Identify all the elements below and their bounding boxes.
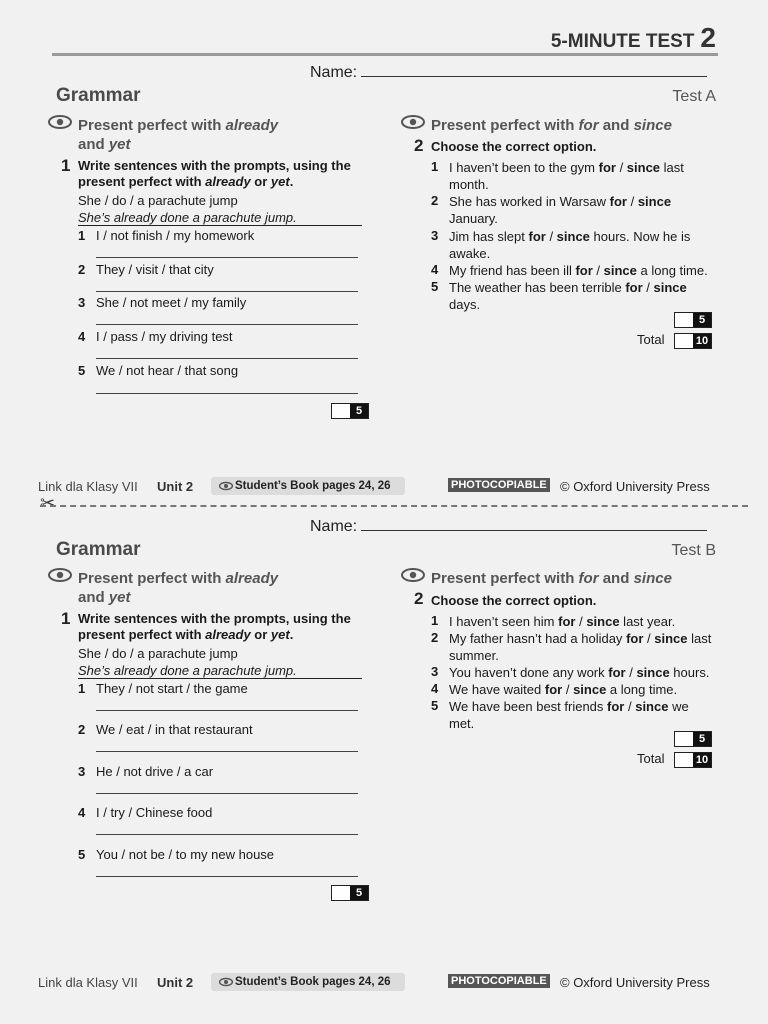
item-text: I haven’t seen him xyxy=(449,614,559,629)
slash: / xyxy=(625,665,637,680)
item-prompt: I / not finish / my homework xyxy=(96,228,255,243)
slash: / xyxy=(562,682,574,697)
slash: / xyxy=(624,699,636,714)
heading-em: already xyxy=(225,570,279,587)
item-number: 5 xyxy=(78,847,86,862)
pages-text: Student’s Book pages 24, 26 xyxy=(235,480,391,492)
item-number: 5 xyxy=(78,363,86,378)
option-item xyxy=(449,681,719,698)
eye-icon xyxy=(401,568,425,582)
footer-unit: Unit 2 xyxy=(157,975,194,990)
item-text: last year. xyxy=(619,614,676,629)
slash: / xyxy=(592,263,604,278)
option-item xyxy=(449,698,714,732)
name-field-b[interactable] xyxy=(310,516,707,536)
footer-a xyxy=(0,477,768,497)
copyright: © Oxford University Press xyxy=(560,975,710,990)
score-max: 5 xyxy=(693,732,711,746)
eye-icon xyxy=(48,115,72,129)
option-for[interactable]: for xyxy=(598,160,616,175)
answer-line[interactable] xyxy=(96,710,358,711)
option-for[interactable]: for xyxy=(625,280,643,295)
heading-text: and xyxy=(78,136,109,153)
item-number: 2 xyxy=(431,193,439,208)
item-number: 2 xyxy=(431,630,439,645)
item-text: hours. Now he is awake. xyxy=(449,229,691,261)
instr-text: or xyxy=(250,174,271,189)
item-text: January. xyxy=(449,211,498,226)
pages-text: Student’s Book pages 24, 26 xyxy=(235,976,391,988)
example-answer-b: She’s already done a parachute jump. xyxy=(78,663,362,679)
item-number: 4 xyxy=(431,681,439,696)
item-number: 1 xyxy=(431,159,439,174)
instr-text: or xyxy=(250,627,271,642)
answer-line[interactable] xyxy=(96,324,358,325)
answer-line[interactable] xyxy=(96,393,358,394)
score-max: 5 xyxy=(350,886,368,900)
example-answer-a: She’s already done a parachute jump. xyxy=(78,210,362,226)
test-label-b: Test B xyxy=(671,542,716,559)
title-number: 2 xyxy=(700,22,716,53)
score-max: 5 xyxy=(350,404,368,418)
item-number: 3 xyxy=(431,664,439,679)
item-number: 4 xyxy=(431,262,439,277)
slash: / xyxy=(642,280,654,295)
instruction-1a xyxy=(78,158,378,190)
instr-em: yet xyxy=(270,174,290,189)
heading-em: already xyxy=(225,117,279,134)
scissors-icon: ✂ xyxy=(40,493,56,513)
instr-text: . xyxy=(289,627,294,642)
copyright: © Oxford University Press xyxy=(560,479,710,494)
option-since[interactable]: since xyxy=(635,699,669,714)
eye-icon xyxy=(219,481,233,491)
instr-text: Write sentences with the prompts, using the xyxy=(78,611,351,626)
answer-line[interactable] xyxy=(96,751,358,752)
cut-line xyxy=(40,505,748,507)
heading-text: and xyxy=(598,570,634,587)
instr-em: already xyxy=(205,174,251,189)
score-box-2b[interactable] xyxy=(674,731,712,747)
total-max: 10 xyxy=(693,753,711,767)
option-item xyxy=(449,193,704,227)
option-since[interactable]: since xyxy=(603,263,637,278)
item-text: My father hasn’t had a holiday xyxy=(449,631,627,646)
heading-text: and xyxy=(78,589,109,606)
option-item xyxy=(449,613,719,630)
item-text: we met. xyxy=(449,699,689,731)
item-prompt: I / pass / my driving test xyxy=(96,329,233,344)
score-box-1a[interactable] xyxy=(331,403,369,419)
option-since[interactable]: since xyxy=(556,229,590,244)
option-item xyxy=(449,159,704,193)
footer-link-text: Link dla Klasy VII xyxy=(38,479,138,494)
answer-line[interactable] xyxy=(96,257,358,258)
instr-text: . xyxy=(289,174,294,189)
item-text: a long time. xyxy=(636,263,708,278)
heading-text: Present perfect with xyxy=(431,117,579,134)
student-book-pages xyxy=(211,973,405,991)
heading-text: Present perfect with xyxy=(78,570,226,587)
title-text: 5-MINUTE TEST xyxy=(550,31,695,52)
heading-em: since xyxy=(633,570,672,587)
option-for[interactable]: for xyxy=(575,263,593,278)
item-number: 2 xyxy=(78,722,86,737)
answer-line[interactable] xyxy=(96,291,358,292)
item-text: The weather has been terrible xyxy=(449,280,626,295)
item-text: We have waited xyxy=(449,682,545,697)
instr-text: present perfect with xyxy=(78,627,206,642)
grammar-heading-b: Grammar xyxy=(56,539,141,560)
total-box-a[interactable] xyxy=(674,333,712,349)
photocopiable-badge: PHOTOCOPIABLE xyxy=(448,478,550,492)
item-prompt: He / not drive / a car xyxy=(96,764,214,779)
question-number-1b: 1 xyxy=(61,609,71,628)
slash: / xyxy=(575,614,587,629)
item-number: 5 xyxy=(431,279,439,294)
heading-em: yet xyxy=(108,589,131,606)
option-since[interactable]: since xyxy=(626,160,661,175)
item-number: 3 xyxy=(78,295,86,310)
item-text: My friend has been ill xyxy=(449,263,576,278)
option-since[interactable]: since xyxy=(573,682,607,697)
question-number-2b: 2 xyxy=(414,589,424,608)
item-text: Jim has slept xyxy=(449,229,529,244)
question-number-1a: 1 xyxy=(61,156,71,175)
instr-text: Write sentences with the prompts, using the xyxy=(78,158,351,173)
name-field-a[interactable] xyxy=(310,62,707,82)
item-number: 1 xyxy=(431,613,439,628)
answer-line[interactable] xyxy=(96,793,358,794)
item-number: 1 xyxy=(78,228,86,243)
test-title xyxy=(551,22,716,54)
item-text: I haven’t been to the gym xyxy=(449,160,599,175)
eye-icon xyxy=(401,115,425,129)
section2-heading-a xyxy=(431,116,672,135)
name-label: Name: xyxy=(310,518,358,535)
heading-em: yet xyxy=(108,136,131,153)
heading-text: and xyxy=(598,117,634,134)
footer-unit: Unit 2 xyxy=(157,479,194,494)
item-number: 5 xyxy=(431,698,439,713)
option-for[interactable]: for xyxy=(544,682,563,697)
item-prompt: We / not hear / that song xyxy=(96,363,239,378)
answer-line[interactable] xyxy=(96,358,358,359)
instr-text: present perfect with xyxy=(78,174,206,189)
option-since[interactable]: since xyxy=(654,631,688,646)
item-prompt: They / visit / that city xyxy=(96,262,214,277)
instr-em: yet xyxy=(270,627,290,642)
option-for[interactable]: for xyxy=(626,631,644,646)
option-since[interactable]: since xyxy=(653,280,687,295)
name-line[interactable] xyxy=(361,62,707,77)
heading-em: for xyxy=(578,117,599,134)
total-box-b[interactable] xyxy=(674,752,712,768)
option-for[interactable]: for xyxy=(607,699,625,714)
option-for[interactable]: for xyxy=(608,665,626,680)
answer-line[interactable] xyxy=(96,834,358,835)
example-prompt-b: She / do / a parachute jump xyxy=(78,646,238,661)
answer-line[interactable] xyxy=(96,876,358,877)
footer-link-text: Link dla Klasy VII xyxy=(38,975,138,990)
item-prompt: We / eat / in that restaurant xyxy=(96,722,253,737)
test-label-a: Test A xyxy=(672,88,716,105)
item-number: 3 xyxy=(78,764,86,779)
section2-heading-b xyxy=(431,569,672,588)
item-prompt: They / not start / the game xyxy=(96,681,248,696)
instruction-2a: Choose the correct option. xyxy=(431,139,597,154)
option-item xyxy=(449,228,704,262)
name-label: Name: xyxy=(310,64,358,81)
option-for[interactable]: for xyxy=(609,194,627,209)
item-number: 4 xyxy=(78,329,86,344)
total-max: 10 xyxy=(693,334,711,348)
item-text: days. xyxy=(449,297,481,312)
grammar-heading-a: Grammar xyxy=(56,85,141,106)
item-prompt: You / not be / to my new house xyxy=(96,847,275,862)
header-rule xyxy=(52,53,718,56)
option-for[interactable]: for xyxy=(528,229,546,244)
option-since[interactable]: since xyxy=(586,614,620,629)
section1-heading-a xyxy=(78,116,278,154)
student-book-pages xyxy=(211,477,405,495)
item-text: last summer. xyxy=(449,631,712,663)
heading-em: since xyxy=(633,117,672,134)
score-box-2a[interactable] xyxy=(674,312,712,328)
item-number: 3 xyxy=(431,228,439,243)
section1-heading-b xyxy=(78,569,278,607)
eye-icon xyxy=(48,568,72,582)
instruction-2b: Choose the correct option. xyxy=(431,593,597,608)
option-for[interactable]: for xyxy=(558,614,576,629)
slash: / xyxy=(615,160,627,175)
item-text: She has worked in Warsaw xyxy=(449,194,610,209)
score-max: 5 xyxy=(693,313,711,327)
slash: / xyxy=(643,631,655,646)
name-line[interactable] xyxy=(361,516,707,531)
instr-em: already xyxy=(205,627,251,642)
item-text: hours. xyxy=(669,665,710,680)
option-item xyxy=(449,262,719,279)
slash: / xyxy=(545,229,557,244)
slash: / xyxy=(626,194,638,209)
item-text: a long time. xyxy=(606,682,678,697)
eye-icon xyxy=(219,977,233,987)
item-prompt: She / not meet / my family xyxy=(96,295,247,310)
item-number: 4 xyxy=(78,805,86,820)
item-number: 1 xyxy=(78,681,86,696)
total-label-b: Total xyxy=(637,751,665,766)
option-item xyxy=(449,630,719,664)
footer-b xyxy=(0,973,768,993)
item-number: 2 xyxy=(78,262,86,277)
item-text: We have been best friends xyxy=(449,699,608,714)
item-text: You haven’t done any work xyxy=(449,665,609,680)
heading-em: for xyxy=(578,570,599,587)
option-since[interactable]: since xyxy=(637,194,672,209)
item-text: last month. xyxy=(449,160,684,192)
score-box-1b[interactable] xyxy=(331,885,369,901)
option-item xyxy=(449,279,704,313)
question-number-2a: 2 xyxy=(414,136,424,155)
heading-text: Present perfect with xyxy=(431,570,579,587)
photocopiable-badge: PHOTOCOPIABLE xyxy=(448,974,550,988)
example-prompt-a: She / do / a parachute jump xyxy=(78,193,238,208)
item-prompt: I / try / Chinese food xyxy=(96,805,213,820)
instruction-1b xyxy=(78,611,378,643)
total-label-a: Total xyxy=(637,332,665,347)
option-item xyxy=(449,664,719,681)
heading-text: Present perfect with xyxy=(78,117,226,134)
option-since[interactable]: since xyxy=(636,665,670,680)
